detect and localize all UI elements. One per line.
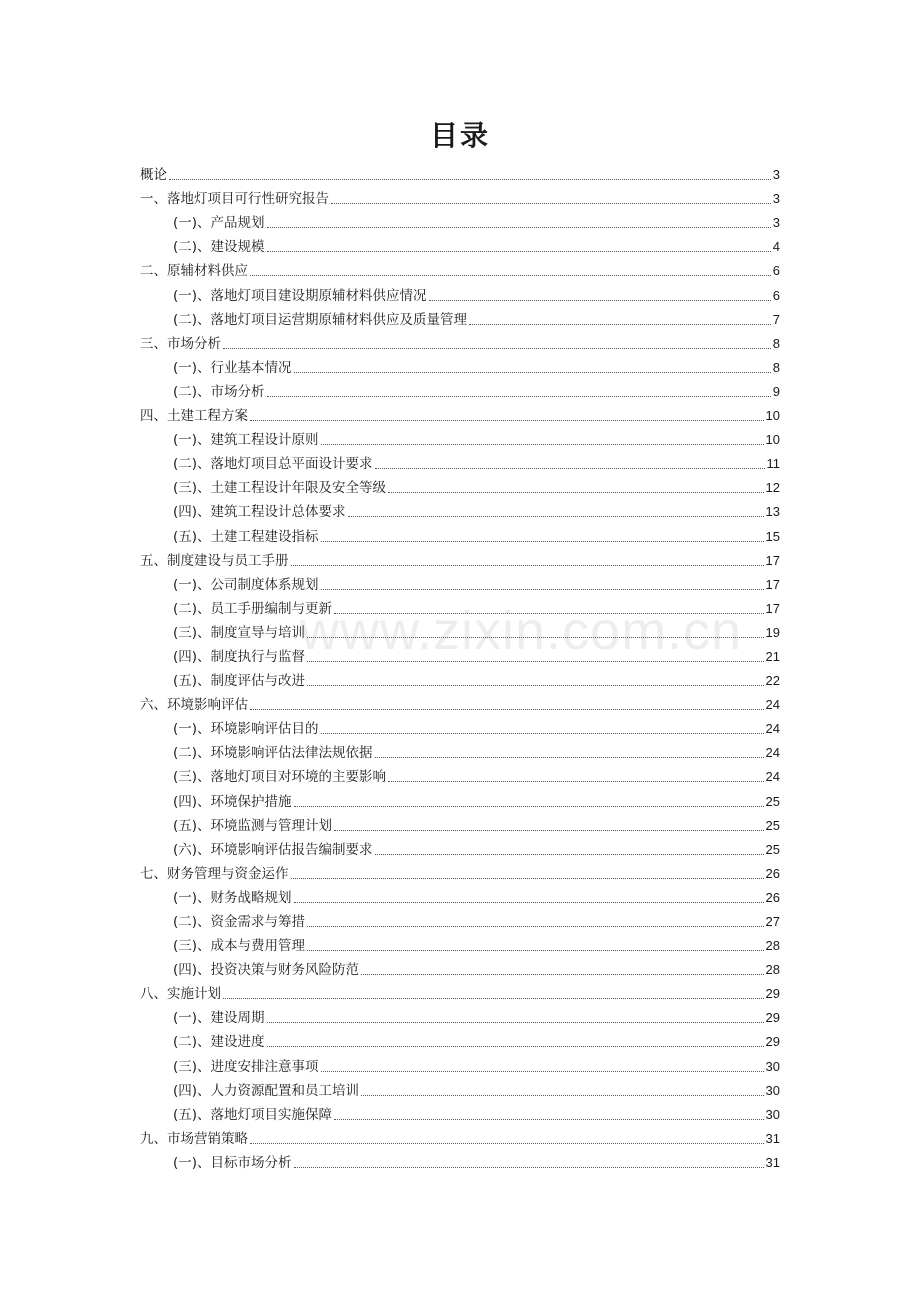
toc-entry-text: (四)、人力资源配置和员工培训 xyxy=(173,1082,360,1099)
toc-entry-text: 四、土建工程方案 xyxy=(140,408,248,425)
toc-section-entry[interactable] xyxy=(140,497,780,521)
toc-section-entry[interactable] xyxy=(140,811,780,835)
toc-dot-leader xyxy=(267,226,771,228)
toc-dot-leader xyxy=(321,732,764,734)
toc-dot-leader xyxy=(361,1094,763,1096)
toc-entry-text: (五)、土建工程建设指标 xyxy=(173,528,319,545)
toc-entry-text: (二)、落地灯项目总平面设计要求 xyxy=(173,456,373,473)
toc-entry-text: (四)、投资决策与财务风险防范 xyxy=(173,962,360,979)
toc-page-number: 28 xyxy=(765,938,780,954)
toc-page-number: 8 xyxy=(772,359,780,375)
toc-page-number: 28 xyxy=(765,962,780,978)
toc-entry-text: (一)、环境影响评估目的 xyxy=(173,721,319,738)
toc-page-number: 21 xyxy=(765,648,780,664)
toc-section-entry[interactable] xyxy=(140,714,780,738)
toc-entry-text: (二)、建设规模 xyxy=(173,239,265,256)
toc-entry-text: (三)、进度安排注意事项 xyxy=(173,1058,319,1075)
toc-page-number: 8 xyxy=(772,335,780,351)
toc-page-number: 13 xyxy=(765,504,780,520)
toc-page-number: 26 xyxy=(765,889,780,905)
toc-entry-text: (一)、目标市场分析 xyxy=(173,1154,292,1171)
toc-entry-text: (三)、土建工程设计年限及安全等级 xyxy=(173,480,387,497)
toc-dot-leader xyxy=(334,829,763,831)
toc-dot-leader xyxy=(334,1118,763,1120)
toc-entry-text: (二)、环境影响评估法律法规依据 xyxy=(173,745,373,762)
toc-chapter-entry[interactable] xyxy=(140,859,780,883)
toc-section-entry[interactable] xyxy=(140,1076,780,1100)
toc-entry-text: (二)、员工手册编制与更新 xyxy=(173,600,333,617)
toc-page-number: 3 xyxy=(772,215,780,231)
toc-dot-leader xyxy=(267,250,771,252)
toc-entry-text: (一)、建设周期 xyxy=(173,1010,265,1027)
toc-entry-text: (一)、财务战略规划 xyxy=(173,889,292,906)
toc-dot-leader xyxy=(321,443,764,445)
toc-page-number: 6 xyxy=(772,263,780,279)
toc-entry-text: (三)、成本与费用管理 xyxy=(173,938,306,955)
toc-entry-text: (二)、市场分析 xyxy=(173,383,265,400)
toc-entry-text: 概论 xyxy=(140,167,167,184)
toc-page-number: 19 xyxy=(765,624,780,640)
toc-section-entry[interactable] xyxy=(140,762,780,786)
toc-section-entry[interactable] xyxy=(140,907,780,931)
toc-dot-leader xyxy=(267,1021,764,1023)
toc-entry-text: (五)、环境监测与管理计划 xyxy=(173,817,333,834)
toc-chapter-entry[interactable] xyxy=(140,329,780,353)
toc-entry-text: (六)、环境影响评估报告编制要求 xyxy=(173,841,373,858)
toc-page-number: 26 xyxy=(765,865,780,881)
toc-entry-text: 五、制度建设与员工手册 xyxy=(140,552,289,569)
toc-entry-text: 六、环境影响评估 xyxy=(140,697,248,714)
toc-chapter-entry[interactable] xyxy=(140,160,780,184)
toc-section-entry[interactable] xyxy=(140,449,780,473)
toc-page-number: 25 xyxy=(765,793,780,809)
toc-page-number: 30 xyxy=(765,1082,780,1098)
toc-section-entry[interactable] xyxy=(140,473,780,497)
toc-section-entry[interactable] xyxy=(140,1051,780,1075)
toc-entry-text: (四)、建筑工程设计总体要求 xyxy=(173,504,346,521)
toc-dot-leader xyxy=(223,347,771,349)
toc-dot-leader xyxy=(321,588,764,590)
toc-entry-text: 三、市场分析 xyxy=(140,335,221,352)
toc-chapter-entry[interactable] xyxy=(140,1124,780,1148)
toc-entry-text: (一)、落地灯项目建设期原辅材料供应情况 xyxy=(173,287,427,304)
toc-dot-leader xyxy=(307,684,763,686)
toc-section-entry[interactable] xyxy=(140,786,780,810)
toc-section-entry[interactable] xyxy=(140,666,780,690)
toc-dot-leader xyxy=(388,491,763,493)
toc-section-entry[interactable] xyxy=(140,377,780,401)
toc-entry-text: 二、原辅材料供应 xyxy=(140,263,248,280)
toc-section-entry[interactable] xyxy=(140,618,780,642)
toc-page-number: 25 xyxy=(765,817,780,833)
toc-chapter-entry[interactable] xyxy=(140,979,780,1003)
toc-page-number: 3 xyxy=(772,167,780,183)
toc-page-number: 29 xyxy=(765,1034,780,1050)
toc-title: 目录 xyxy=(429,119,490,152)
toc-dot-leader xyxy=(331,202,771,204)
toc-dot-leader xyxy=(348,515,764,517)
toc-dot-leader xyxy=(307,949,763,951)
toc-section-entry[interactable] xyxy=(140,208,780,232)
toc-page-number: 24 xyxy=(765,745,780,761)
toc-dot-leader xyxy=(250,274,771,276)
toc-entry-text: 九、市场营销策略 xyxy=(140,1130,248,1147)
toc-page-number: 25 xyxy=(765,841,780,857)
toc-page-number: 7 xyxy=(772,311,780,327)
toc-dot-leader xyxy=(294,805,764,807)
toc-page-number: 22 xyxy=(765,673,780,689)
toc-section-entry[interactable] xyxy=(140,1027,780,1051)
toc-dot-leader xyxy=(267,1045,764,1047)
toc-section-entry[interactable] xyxy=(140,1100,780,1124)
toc-page-number: 31 xyxy=(765,1154,780,1170)
toc-dot-leader xyxy=(294,1166,764,1168)
toc-section-entry[interactable] xyxy=(140,570,780,594)
toc-chapter-entry[interactable] xyxy=(140,690,780,714)
toc-entry-text: 八、实施计划 xyxy=(140,986,221,1003)
toc-section-entry[interactable] xyxy=(140,642,780,666)
toc-section-entry[interactable] xyxy=(140,738,780,762)
toc-section-entry[interactable] xyxy=(140,955,780,979)
toc-dot-leader xyxy=(250,419,764,421)
toc-chapter-entry[interactable] xyxy=(140,401,780,425)
toc-page-number: 9 xyxy=(772,383,780,399)
toc-page-number: 17 xyxy=(765,552,780,568)
toc-dot-leader xyxy=(267,395,771,397)
toc-page-number: 24 xyxy=(765,721,780,737)
toc-section-entry[interactable] xyxy=(140,931,780,955)
toc-page-number: 6 xyxy=(772,287,780,303)
toc-entry-text: (一)、产品规划 xyxy=(173,215,265,232)
toc-section-entry[interactable] xyxy=(140,280,780,304)
watermark-text: www.zixin.com.cn xyxy=(300,601,743,661)
toc-entry-text: (五)、制度评估与改进 xyxy=(173,673,306,690)
toc-entry-text: (二)、资金需求与筹措 xyxy=(173,914,306,930)
toc-dot-leader xyxy=(375,853,764,855)
toc-page-number: 27 xyxy=(765,914,780,929)
toc-page-number: 10 xyxy=(765,408,780,424)
toc-entry-text: (三)、落地灯项目对环境的主要影响 xyxy=(173,769,387,786)
toc-page-number: 11 xyxy=(766,456,780,472)
toc-dot-leader xyxy=(388,780,763,782)
toc-entry-text: (一)、建筑工程设计原则 xyxy=(173,432,319,449)
toc-dot-leader xyxy=(291,877,764,879)
toc-dot-leader xyxy=(321,540,764,542)
toc-page-number: 10 xyxy=(765,432,780,448)
toc-section-entry[interactable] xyxy=(140,1003,780,1027)
toc-entry-text: (四)、制度执行与监督 xyxy=(173,648,306,665)
toc-page-number: 17 xyxy=(765,600,780,616)
toc-entry-text: (一)、公司制度体系规划 xyxy=(173,576,319,593)
toc-entry-text: (二)、建设进度 xyxy=(173,1034,265,1051)
toc-dot-leader xyxy=(291,564,764,566)
toc-dot-leader xyxy=(361,973,763,975)
toc-page-number: 29 xyxy=(765,1010,780,1026)
toc-entry-text: (二)、落地灯项目运营期原辅材料供应及质量管理 xyxy=(173,311,468,328)
toc-section-entry[interactable] xyxy=(140,353,780,377)
toc-dot-leader xyxy=(307,660,763,662)
toc-section-entry[interactable] xyxy=(140,835,780,859)
toc-page-number: 29 xyxy=(765,986,780,1002)
toc-section-entry[interactable] xyxy=(140,883,780,907)
toc-list xyxy=(140,160,780,1172)
toc-section-entry[interactable] xyxy=(140,594,780,618)
toc-dot-leader xyxy=(223,997,764,999)
toc-section-entry[interactable] xyxy=(140,1148,780,1172)
toc-entry-text: (五)、落地灯项目实施保障 xyxy=(173,1106,333,1123)
toc-page-number: 30 xyxy=(765,1106,780,1122)
toc-dot-leader xyxy=(429,299,771,301)
toc-dot-leader xyxy=(294,901,764,903)
toc-section-entry[interactable] xyxy=(140,425,780,449)
toc-entry-text: 一、落地灯项目可行性研究报告 xyxy=(140,191,329,208)
toc-page-number: 31 xyxy=(765,1130,780,1146)
toc-page-number: 17 xyxy=(765,576,780,592)
toc-page-number: 4 xyxy=(772,239,780,255)
toc-section-entry[interactable] xyxy=(140,232,780,256)
toc-page-number: 24 xyxy=(765,697,780,713)
toc-chapter-entry[interactable] xyxy=(140,184,780,208)
toc-page-number: 12 xyxy=(765,480,780,496)
toc-page-number: 15 xyxy=(765,528,780,544)
toc-dot-leader xyxy=(321,1070,764,1072)
toc-section-entry[interactable] xyxy=(140,521,780,545)
toc-dot-leader xyxy=(307,636,763,638)
toc-dot-leader xyxy=(307,925,763,927)
toc-entry-text: 七、财务管理与资金运作 xyxy=(140,865,289,882)
toc-dot-leader xyxy=(250,1142,764,1144)
toc-dot-leader xyxy=(250,708,764,710)
toc-dot-leader xyxy=(375,756,764,758)
toc-chapter-entry[interactable] xyxy=(140,546,780,570)
toc-entry-text: (四)、环境保护措施 xyxy=(173,793,292,810)
toc-dot-leader xyxy=(294,371,771,373)
toc-page-number: 3 xyxy=(772,191,780,207)
toc-dot-leader xyxy=(375,467,765,469)
toc-page-number: 30 xyxy=(765,1058,780,1074)
toc-dot-leader xyxy=(469,323,771,325)
toc-entry-text: (一)、行业基本情况 xyxy=(173,359,292,376)
toc-dot-leader xyxy=(169,178,771,180)
toc-page-number: 24 xyxy=(765,769,780,785)
toc-dot-leader xyxy=(334,612,763,614)
toc-chapter-entry[interactable] xyxy=(140,256,780,280)
toc-section-entry[interactable] xyxy=(140,305,780,329)
toc-entry-text: (三)、制度宣导与培训 xyxy=(173,624,306,641)
